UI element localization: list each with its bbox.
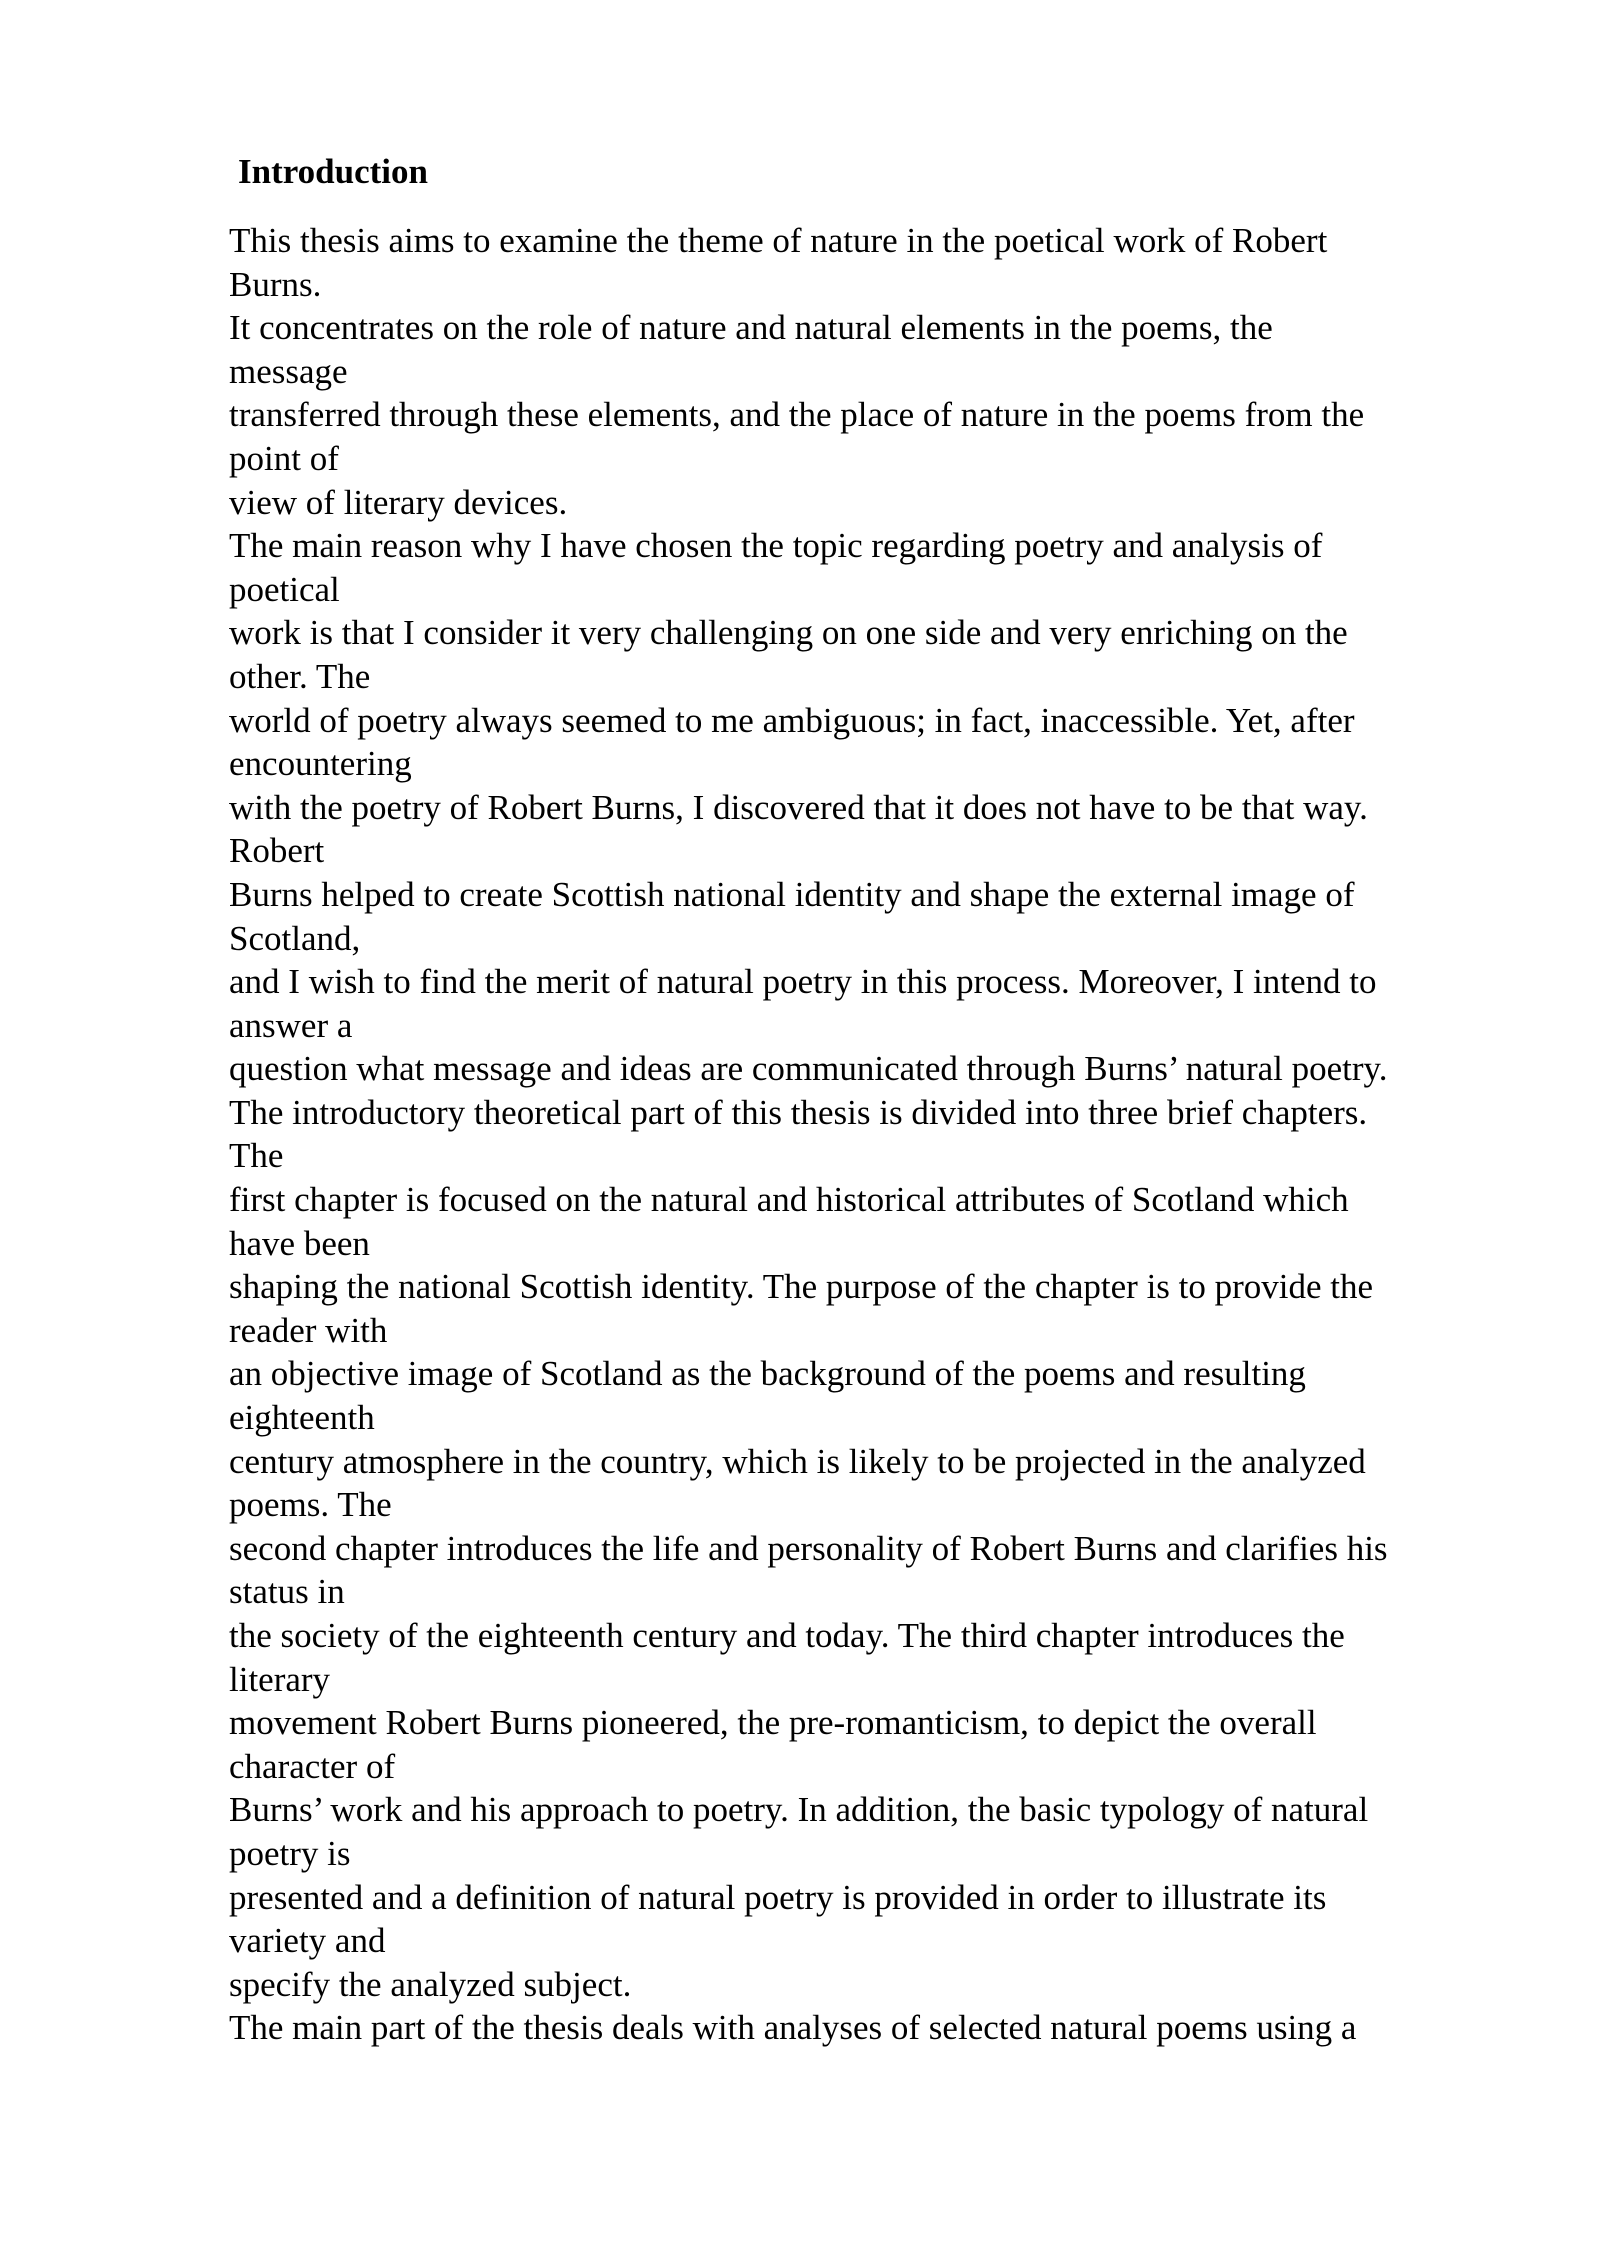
text-line: with the poetry of Robert Burns, I discovered that it does not have to be that way.	[229, 787, 1368, 827]
text-line: and I wish to find the merit of natural poetry in this process. Moreover, I intend to	[229, 962, 1377, 1002]
text-line: shaping the national Scottish identity. The purpose of the chapter is to provide the	[229, 1267, 1374, 1307]
text-line: the society of the eighteenth century and today. The third chapter introduces the	[229, 1616, 1345, 1655]
text-line: Burns helped to create Scottish national identity and shape the external image of	[229, 874, 1355, 914]
text-line: specify the analyzed subject.	[229, 1964, 632, 2004]
text-line: transferred through these elements, and the place of nature in the poems from the	[229, 395, 1365, 435]
text-line: literary	[229, 1659, 331, 1699]
text-line: eighteenth	[229, 1398, 375, 1438]
text-line: status in	[229, 1572, 345, 1612]
text-line: work is that I consider it very challenging on one side and very enriching on the	[229, 613, 1348, 653]
text-line: an objective image of Scotland as the background of the poems and resulting	[229, 1354, 1306, 1394]
text-line: This thesis aims to examine the theme of nature in the poetical work of Robert	[229, 221, 1328, 260]
text-line: century atmosphere in the country, which is likely to be projected in the analyzed	[229, 1441, 1366, 1481]
text-line: question what message and ideas are communicated through Burns’ natural poetry.	[229, 1049, 1388, 1089]
text-line: The main reason why I have chosen the topic regarding poetry and analysis of	[229, 526, 1323, 566]
text-line: poetry is	[229, 1833, 351, 1873]
text-line: message	[229, 351, 348, 391]
text-line: Burns.	[229, 264, 322, 304]
text-line: have been	[229, 1223, 370, 1263]
text-line: poetical	[229, 569, 340, 609]
text-line: world of poetry always seemed to me ambiguous; in fact, inaccessible. Yet, after	[229, 700, 1355, 740]
text-line: character of	[229, 1746, 396, 1786]
text-line: The main part of the thesis deals with analyses of selected natural poems using a	[229, 2008, 1357, 2048]
text-line: variety and	[229, 1921, 386, 1961]
text-line: It concentrates on the role of nature and natural elements in the poems, the	[229, 308, 1273, 348]
text-line: view of literary devices.	[229, 482, 568, 522]
text-line: The	[229, 1136, 284, 1176]
text-line: poems. The	[229, 1485, 392, 1525]
text-line: Robert	[229, 831, 325, 871]
text-line: movement Robert Burns pioneered, the pre-romanticism, to depict the overall	[229, 1703, 1317, 1743]
text-line: answer a	[229, 1005, 353, 1045]
text-line: The introductory theoretical part of this thesis is divided into three brief chapters.	[229, 1092, 1368, 1132]
text-line: reader with	[229, 1310, 388, 1350]
text-line: other. The	[229, 656, 371, 696]
text-line: second chapter introduces the life and personality of Robert Burns and clarifies his	[229, 1528, 1388, 1568]
text-line: Scotland,	[229, 918, 361, 958]
section-heading: Introduction	[238, 152, 428, 191]
text-line: Burns’ work and his approach to poetry. In addition, the basic typology of natural	[229, 1790, 1369, 1830]
text-line: presented and a definition of natural poetry is provided in order to illustrate its	[229, 1877, 1327, 1917]
text-line: point of	[229, 438, 339, 478]
body-text	[229, 219, 1559, 2050]
text-line: encountering	[229, 744, 412, 784]
text-line: first chapter is focused on the natural and historical attributes of Scotland which	[229, 1180, 1349, 1220]
